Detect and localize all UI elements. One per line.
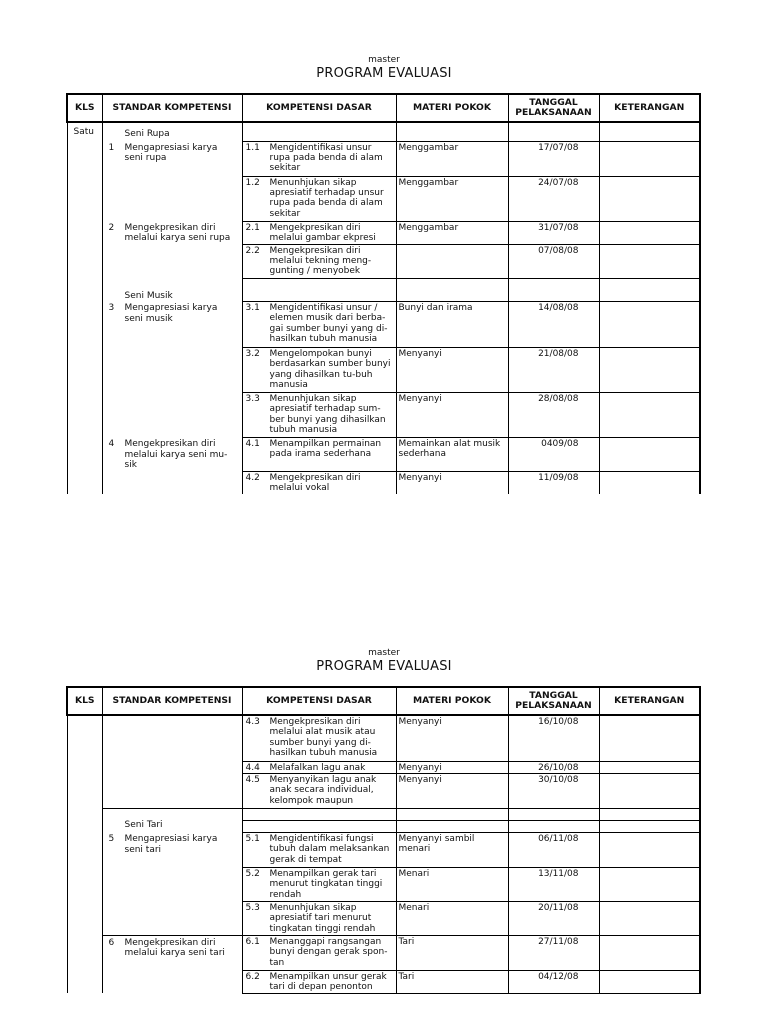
materi-pokok <box>396 244 508 278</box>
standard-item: 3 Mengapresiasi karya seni musik <box>102 301 242 437</box>
evaluation-table <box>66 93 699 494</box>
page-caption: master <box>368 55 400 65</box>
table-row <box>67 301 700 347</box>
table-row <box>67 221 700 244</box>
table-row <box>67 808 700 820</box>
header-kls: KLS <box>67 687 102 715</box>
header-materi-pokok: MATERI POKOK <box>396 94 508 122</box>
materi-pokok: Menyanyi <box>396 773 508 808</box>
kompetensi-dasar: 3.2 Mengelompokan bunyi berdasarkan sumber bunyi yang dihasilkan tu-buh manusia <box>242 347 396 392</box>
keterangan <box>599 347 700 392</box>
keterangan <box>599 471 700 493</box>
page-caption: master <box>368 648 400 658</box>
kompetensi-dasar: 5.1 Mengidentifikasi fungsi tubuh dalam melaksankan gerak di tempat <box>242 832 396 867</box>
materi-pokok: Tari <box>396 935 508 970</box>
kompetensi-dasar: 5.3 Menunhjukan sikap apresiatif tari menurut tingkatan tinggi rendah <box>242 901 396 935</box>
materi-pokok: Menyanyi <box>396 715 508 761</box>
tanggal: 06/11/08 <box>508 832 599 867</box>
header-tanggal-pelaksanaan: TANGGAL PELAKSANAAN <box>508 687 599 715</box>
tanggal: 28/08/08 <box>508 392 599 437</box>
keterangan <box>599 301 700 347</box>
header-standar-kompetensi: STANDAR KOMPETENSI <box>102 687 242 715</box>
kompetensi-dasar: 4.3 Mengekpresikan diri melalui alat musik atau sumber bunyi yang di-hasilkan tubuh manusia <box>242 715 396 761</box>
keterangan <box>599 437 700 471</box>
kompetensi-dasar: 4.1 Menampilkan permainan pada irama sederhana <box>242 437 396 471</box>
keterangan <box>599 773 700 808</box>
table-header-row <box>67 94 700 122</box>
document-page-1 <box>0 55 768 494</box>
tanggal: 0409/08 <box>508 437 599 471</box>
tanggal: 14/08/08 <box>508 301 599 347</box>
keterangan <box>599 970 700 993</box>
tanggal: 27/11/08 <box>508 935 599 970</box>
tanggal: 07/08/08 <box>508 244 599 278</box>
keterangan <box>599 761 700 773</box>
materi-pokok: Menggambar <box>396 176 508 221</box>
keterangan <box>599 244 700 278</box>
header-materi-pokok: MATERI POKOK <box>396 687 508 715</box>
header-keterangan: KETERANGAN <box>599 94 700 122</box>
keterangan <box>599 935 700 970</box>
table-row <box>67 141 700 176</box>
kompetensi-dasar: 3.1 Mengidentifikasi unsur / elemen musik dari berba-gai sumber bunyi yang di-hasilkan tubuh manusia <box>242 301 396 347</box>
tanggal: 30/10/08 <box>508 773 599 808</box>
kompetensi-dasar: 1.2 Menunhjukan sikap apresiatif terhadap unsur rupa pada benda di alam sekitar <box>242 176 396 221</box>
section-label: Seni Musik <box>102 278 242 301</box>
header-kls: KLS <box>67 94 102 122</box>
tanggal: 21/08/08 <box>508 347 599 392</box>
materi-pokok: Menari <box>396 867 508 901</box>
tanggal: 11/09/08 <box>508 471 599 493</box>
table-row <box>67 437 700 471</box>
materi-pokok: Memainkan alat musik sederhana <box>396 437 508 471</box>
tanggal: 20/11/08 <box>508 901 599 935</box>
kompetensi-dasar: 3.3 Menunhjukan sikap apresiatif terhadap sum-ber bunyi yang dihasilkan tubuh manusia <box>242 392 396 437</box>
keterangan <box>599 901 700 935</box>
materi-pokok: Bunyi dan irama <box>396 301 508 347</box>
materi-pokok: Menyanyi <box>396 471 508 493</box>
page-title: PROGRAM EVALUASI <box>316 66 452 81</box>
materi-pokok: Menari <box>396 901 508 935</box>
kompetensi-dasar: 4.2 Mengekpresikan diri melalui vokal <box>242 471 396 493</box>
header-kompetensi-dasar: KOMPETENSI DASAR <box>242 94 396 122</box>
materi-pokok: Menyanyi <box>396 347 508 392</box>
keterangan <box>599 392 700 437</box>
keterangan <box>599 141 700 176</box>
table-row <box>67 935 700 970</box>
evaluation-table <box>66 686 699 994</box>
keterangan <box>599 715 700 761</box>
header-standar-kompetensi: STANDAR KOMPETENSI <box>102 94 242 122</box>
header-keterangan: KETERANGAN <box>599 687 700 715</box>
header-kompetensi-dasar: KOMPETENSI DASAR <box>242 687 396 715</box>
tanggal: 13/11/08 <box>508 867 599 901</box>
tanggal: 04/12/08 <box>508 970 599 993</box>
kompetensi-dasar: 6.2 Menampilkan unsur gerak tari di depan penonton <box>242 970 396 993</box>
section-label: Seni Rupa <box>102 122 242 141</box>
kls-cell: Satu <box>67 122 102 347</box>
materi-pokok: Menggambar <box>396 221 508 244</box>
materi-pokok: Tari <box>396 970 508 993</box>
document-page-2 <box>0 648 768 993</box>
table-row <box>67 715 700 761</box>
keterangan <box>599 867 700 901</box>
table-row <box>67 832 700 867</box>
keterangan <box>599 832 700 867</box>
tanggal: 31/07/08 <box>508 221 599 244</box>
kompetensi-dasar: 1.1 Mengidentifikasi unsur rupa pada benda di alam sekitar <box>242 141 396 176</box>
section-label: Seni Tari <box>102 808 242 832</box>
table-row <box>67 278 700 301</box>
kompetensi-dasar: 2.1 Mengekpresikan diri melalui gambar ekpresi <box>242 221 396 244</box>
kompetensi-dasar: 2.2 Mengekpresikan diri melalui tekning meng-gunting / menyobek <box>242 244 396 278</box>
page-title: PROGRAM EVALUASI <box>316 659 452 674</box>
materi-pokok: Menyanyi sambil menari <box>396 832 508 867</box>
keterangan <box>599 221 700 244</box>
standard-item: 6 Mengekpresikan diri melalui karya seni tari <box>102 935 242 993</box>
kompetensi-dasar: 6.1 Menanggapi rangsangan bunyi dengan gerak spon-tan <box>242 935 396 970</box>
kompetensi-dasar: 4.5 Menyanyikan lagu anak anak secara individual, kelompok maupun <box>242 773 396 808</box>
standard-item: 5 Mengapresiasi karya seni tari <box>102 832 242 935</box>
tanggal: 24/07/08 <box>508 176 599 221</box>
table-header-row <box>67 687 700 715</box>
kompetensi-dasar: 4.4 Melafalkan lagu anak <box>242 761 396 773</box>
materi-pokok: Menggambar <box>396 141 508 176</box>
tanggal: 17/07/08 <box>508 141 599 176</box>
kompetensi-dasar: 5.2 Menampilkan gerak tari menurut tingkatan tinggi rendah <box>242 867 396 901</box>
standard-item: 4 Mengekpresikan diri melalui karya seni mu-sik <box>102 437 242 493</box>
tanggal: 16/10/08 <box>508 715 599 761</box>
keterangan <box>599 176 700 221</box>
header-tanggal-pelaksanaan: TANGGAL PELAKSANAAN <box>508 94 599 122</box>
tanggal: 26/10/08 <box>508 761 599 773</box>
table-row <box>67 122 700 141</box>
standard-item: 2 Mengekpresikan diri melalui karya seni rupa <box>102 221 242 278</box>
standard-item: 1 Mengapresiasi karya seni rupa <box>102 141 242 221</box>
materi-pokok: Menyanyi <box>396 761 508 773</box>
materi-pokok: Menyanyi <box>396 392 508 437</box>
